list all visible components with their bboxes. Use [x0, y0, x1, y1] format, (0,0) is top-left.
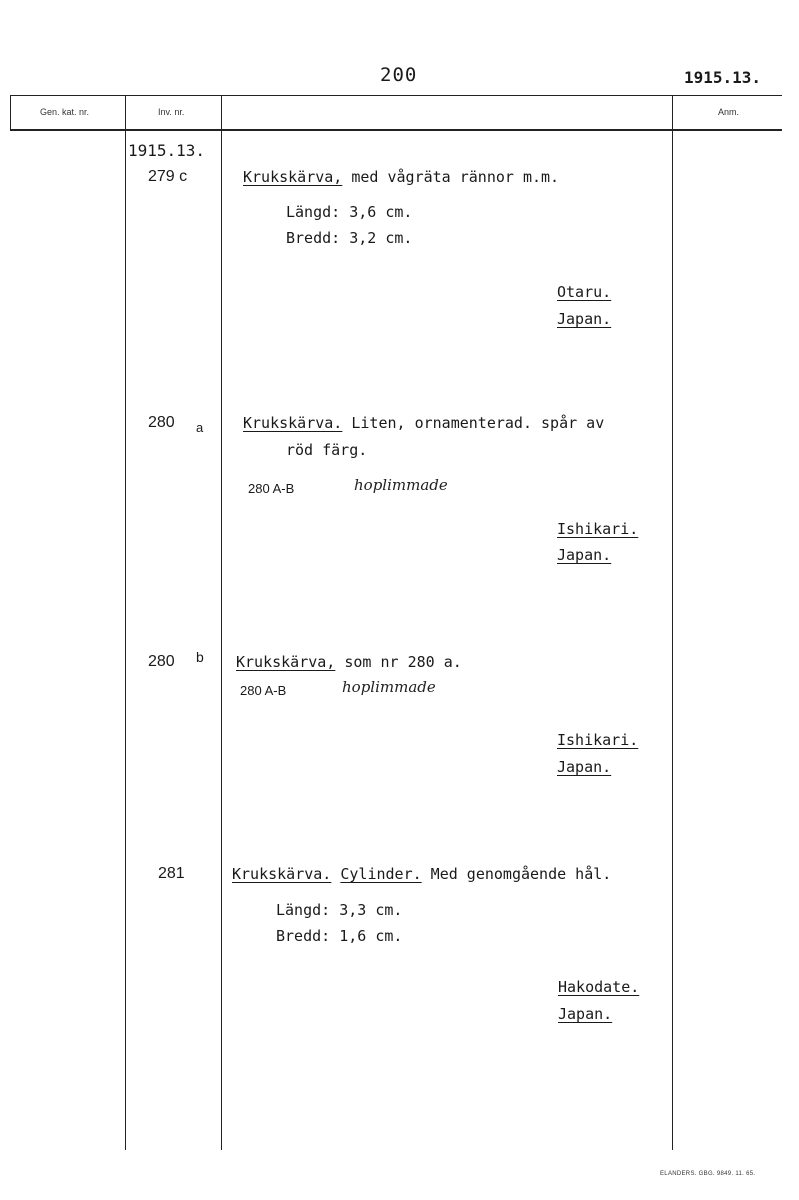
location-country: Japan.	[557, 546, 612, 564]
inventory-number: 280	[148, 414, 175, 431]
inventory-number: 280	[148, 653, 175, 670]
inventory-suffix: a	[196, 420, 204, 435]
location-place: Otaru.	[557, 283, 612, 301]
measurement-length: Längd: 3,6 cm.	[286, 203, 413, 221]
column-divider-inv-text	[221, 95, 222, 1150]
printer-imprint: ELANDERS. GBG. 9849. 11. 65.	[660, 1171, 756, 1177]
handwritten-note: hoplimmade	[354, 476, 448, 494]
entry-description: Krukskärva, som nr 280 a.	[236, 653, 462, 671]
location-place: Ishikari.	[557, 520, 639, 538]
entry-description: Krukskärva. Cylinder. Med genomgående hål.	[232, 865, 612, 883]
page-number: 200	[380, 64, 418, 86]
location-place: Hakodate.	[558, 978, 640, 996]
entry-subtitle: Cylinder.	[340, 865, 422, 883]
handwritten-note: hoplimmade	[342, 678, 436, 696]
top-right-reference: 1915.13.	[684, 68, 762, 87]
inventory-suffix: b	[196, 649, 204, 665]
inventory-number: 281	[158, 865, 185, 882]
left-border	[10, 95, 11, 130]
column-divider-text-anm	[672, 95, 673, 1150]
collection-reference: 1915.13.	[128, 141, 206, 160]
measurement-length: Längd: 3,3 cm.	[276, 901, 403, 919]
column-header-anm: Anm.	[718, 107, 740, 117]
measurement-width: Bredd: 3,2 cm.	[286, 229, 413, 247]
entry-description: Krukskärva, med vågräta rännor m.m.	[243, 168, 560, 186]
handwritten-reference: 280 A-B	[240, 683, 287, 698]
location-country: Japan.	[557, 310, 612, 328]
measurement-width: Bredd: 1,6 cm.	[276, 927, 403, 945]
entry-title: Krukskärva.	[232, 865, 332, 883]
entry-title: Krukskärva,	[243, 168, 343, 186]
handwritten-reference: 280 A-B	[248, 481, 295, 496]
location-country: Japan.	[558, 1005, 613, 1023]
location-country: Japan.	[557, 758, 612, 776]
location-place: Ishikari.	[557, 731, 639, 749]
inventory-number: 279 c	[148, 168, 188, 185]
column-divider-gen-inv	[125, 95, 126, 1150]
column-header-gen-kat-nr: Gen. kat. nr.	[40, 107, 90, 117]
entry-title: Krukskärva,	[236, 653, 336, 671]
entry-description-continued: röd färg.	[286, 441, 368, 459]
entry-title: Krukskärva.	[243, 414, 343, 432]
column-header-inv-nr: Inv. nr.	[158, 107, 185, 117]
entry-description: Krukskärva. Liten, ornamenterad. spår av	[243, 414, 605, 432]
